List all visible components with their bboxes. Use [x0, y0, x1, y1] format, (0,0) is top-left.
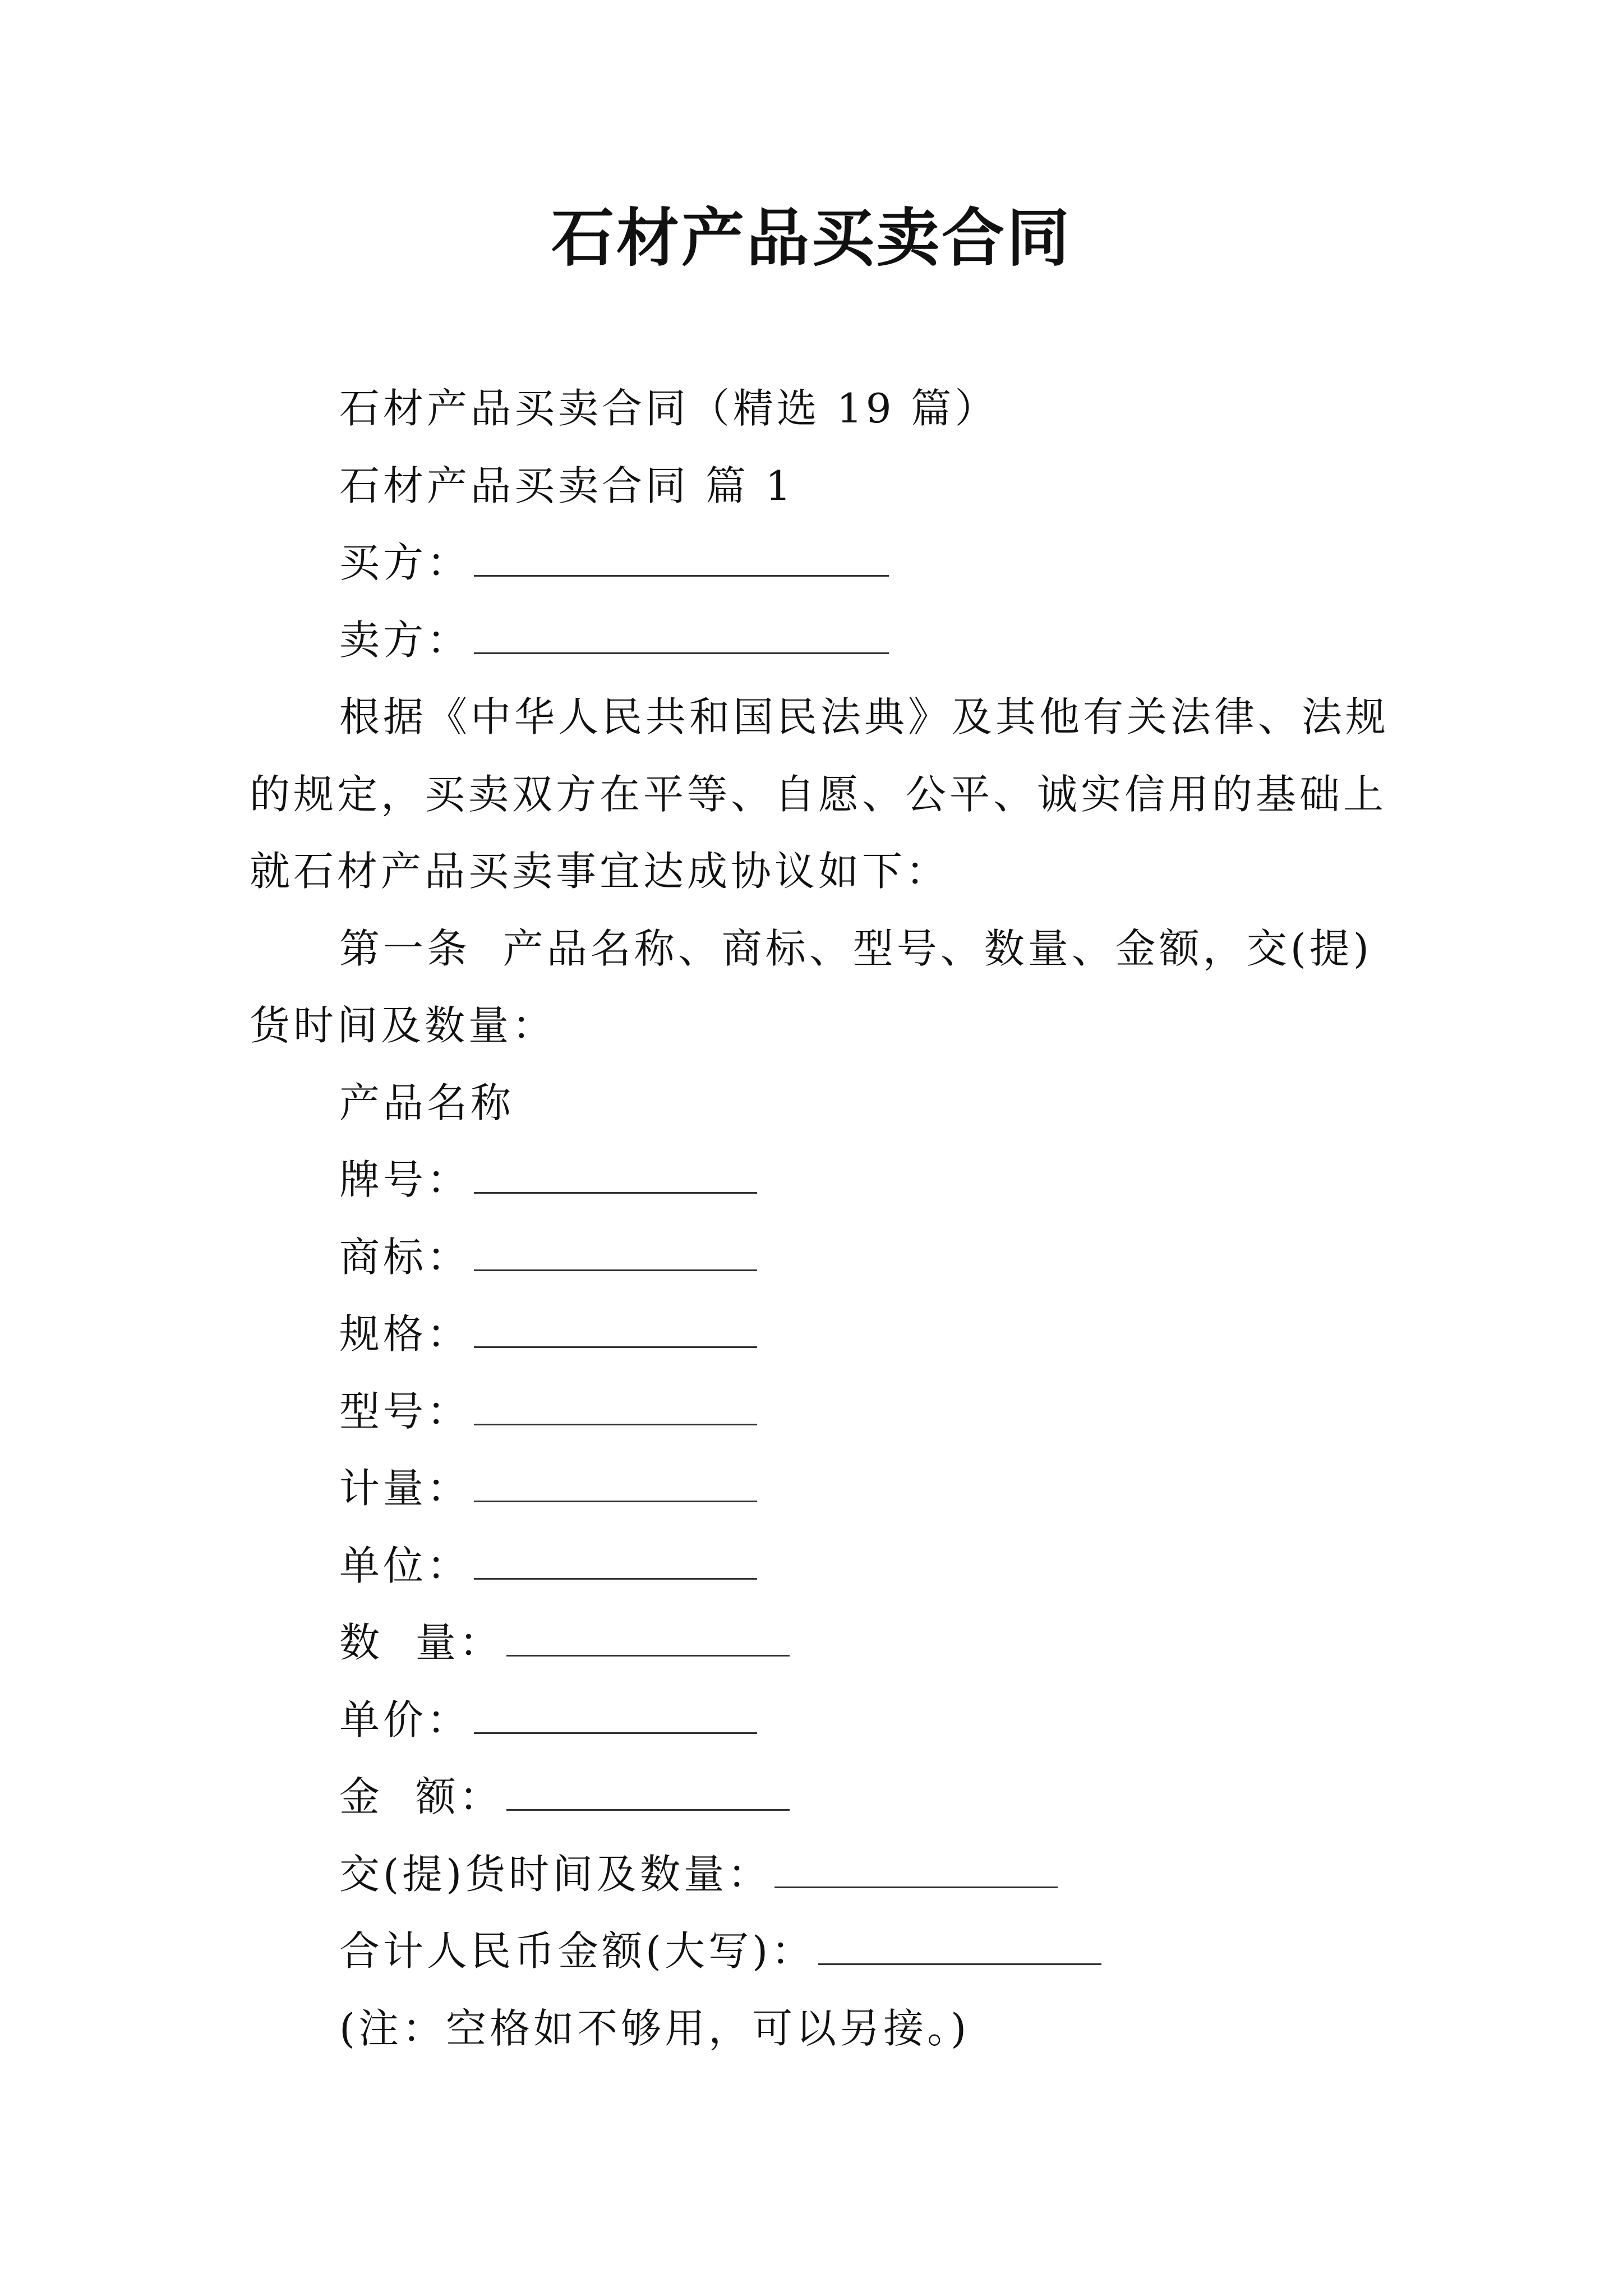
unit-row — [250, 1527, 1394, 1605]
subtitle: 石材产品买卖合同（精选 19 篇） — [339, 385, 999, 432]
quantity-blank[interactable] — [506, 1621, 790, 1657]
buyer-label: 买方： — [339, 539, 471, 586]
delivery-blank[interactable] — [774, 1853, 1058, 1888]
total-rmb-blank[interactable] — [818, 1930, 1101, 1965]
model-label: 型号： — [339, 1387, 471, 1435]
total-rmb-label: 合计人民币金额(大写)： — [339, 1927, 815, 1975]
measure-label: 计量： — [339, 1465, 471, 1512]
article1-line-1: 第一条 产品名称、商标、型号、数量、金额，交(提) — [339, 924, 1372, 972]
unit-price-label: 单价： — [339, 1696, 471, 1743]
section-heading: 石材产品买卖合同 篇 1 — [339, 462, 795, 509]
unit-label: 单位： — [339, 1542, 471, 1589]
model-row — [250, 1373, 1394, 1451]
amount-row — [250, 1759, 1394, 1836]
document-body — [250, 370, 1394, 2067]
unit-price-row — [250, 1682, 1394, 1759]
brand-label: 牌号： — [339, 1156, 471, 1203]
quantity-row — [250, 1604, 1394, 1682]
article1-line-2: 货时间及数量： — [250, 1002, 556, 1049]
measure-blank[interactable] — [474, 1467, 757, 1502]
seller-label: 卖方： — [339, 616, 471, 664]
buyer-blank[interactable] — [474, 541, 889, 577]
buyer-row — [250, 524, 1394, 602]
document-title: 石材产品买卖合同 — [551, 201, 1072, 275]
seller-row — [250, 602, 1394, 679]
seller-blank[interactable] — [474, 619, 889, 654]
trademark-row — [250, 1219, 1394, 1296]
intro-line-1: 根据《中华人民共和国民法典》及其他有关法律、法规 — [339, 693, 1390, 740]
delivery-row — [250, 1836, 1394, 1913]
measure-row — [250, 1450, 1394, 1527]
spec-blank[interactable] — [474, 1313, 757, 1348]
intro-line-3: 就石材产品买卖事宜达成协议如下： — [250, 848, 950, 895]
intro-line-2: 的规定，买卖双方在平等、自愿、公平、诚实信用的基础上 — [250, 770, 1387, 818]
product-name-label: 产品名称 — [339, 1079, 515, 1126]
brand-blank[interactable] — [474, 1158, 757, 1194]
spec-row — [250, 1296, 1394, 1373]
amount-label: 金 额： — [339, 1773, 503, 1820]
trademark-blank[interactable] — [474, 1236, 757, 1271]
total-rmb-row — [250, 1913, 1394, 1990]
delivery-label: 交(提)货时间及数量： — [339, 1850, 772, 1898]
spec-label: 规格： — [339, 1310, 471, 1358]
model-blank[interactable] — [474, 1390, 757, 1425]
unit-price-blank[interactable] — [474, 1699, 757, 1734]
unit-blank[interactable] — [474, 1544, 757, 1580]
quantity-label: 数 量： — [339, 1619, 503, 1666]
note: (注：空格如不够用，可以另接。) — [339, 2004, 970, 2052]
brand-row — [250, 1142, 1394, 1219]
trademark-label: 商标： — [339, 1233, 471, 1281]
amount-blank[interactable] — [506, 1775, 790, 1811]
